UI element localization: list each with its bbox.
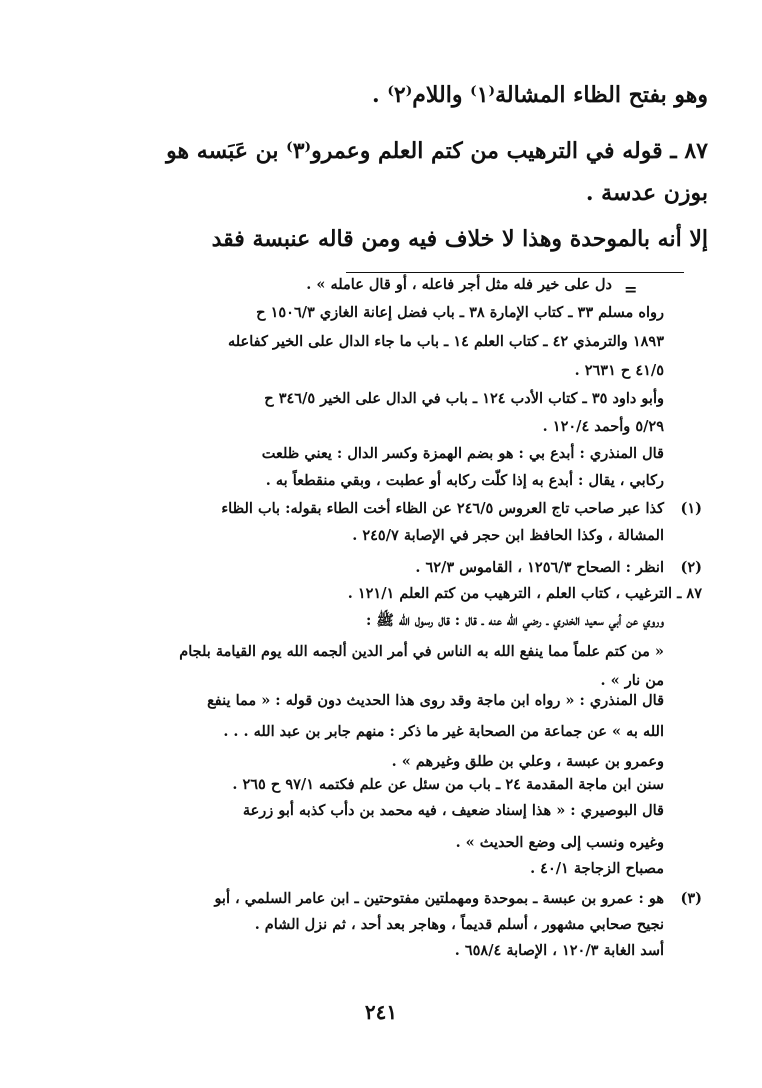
- main-text-line-2: ٨٧ ـ قوله في الترهيب من كتم العلم وعمرو⁽٣⁾ بن عَبَسه هو: [166, 138, 708, 164]
- footnote-line: مصباح الزجاجة ٤٠/١ .: [530, 860, 664, 877]
- footnote-line: رواه مسلم ٣٣ ـ كتاب الإمارة ٣٨ ـ باب فضل إعانة الغازي ١٥٠٦/٣ ح: [256, 304, 664, 321]
- footnote-line: نجيح صحابي مشهور ، أسلم قديماً ، وهاجر بعد أحد ، ثم نزل الشام .: [254, 916, 664, 933]
- footnote-line: انظر : الصحاح ١٢٥٦/٣ ، القاموس ٦٢/٣ .: [415, 559, 664, 576]
- page-number: ٢٤١: [364, 1000, 398, 1024]
- footnote-line: ١٨٩٣ والترمذي ٤٢ ـ كتاب العلم ١٤ ـ باب ما جاء الدال على الخير كفاعله: [227, 333, 664, 350]
- footnote-line: قال المنذري : « رواه ابن ماجة وقد روى هذا الحديث دون قوله : « مما ينفع: [207, 692, 664, 709]
- footnote-line: وأبو داود ٣٥ ـ كتاب الأدب ١٢٤ ـ باب في الدال على الخير ٣٤٦/٥ ح: [264, 390, 664, 407]
- footnote-line: قال المنذري : أبدع بي : هو بضم الهمزة وكسر الدال : يعني ظلعت: [261, 445, 664, 462]
- footnote-line: ٤١/٥ ح ٢٦٣١ .: [574, 362, 664, 379]
- footnote-line: هو : عمرو بن عبسة ـ بموحدة ومهملتين مفتوحتين ـ ابن عامر السلمي ، أبو: [214, 890, 664, 907]
- footnote-line: « من كتم علماً مما ينفع الله به الناس في أمر الدين ألجمه الله يوم القيامة بلجام: [179, 643, 664, 660]
- main-text-line-1: وهو بفتح الظاء المشالة⁽١⁾ واللام⁽٢⁾ .: [372, 82, 708, 108]
- footnote-line: ٨٧ ـ الترغيب ، كتاب العلم ، الترهيب من كتم العلم ١٢١/١ .: [347, 585, 702, 602]
- footnote-line: قال البوصيري : « هذا إسناد ضعيف ، فيه محمد بن دأب كذبه أبو زرعة: [242, 802, 664, 819]
- continuation-mark: =: [624, 280, 638, 299]
- main-text-line-3: بوزن عدسة .: [585, 180, 708, 206]
- footnote-line: سنن ابن ماجة المقدمة ٢٤ ـ باب من سئل عن علم فكتمه ٩٧/١ ح ٢٦٥ .: [232, 776, 664, 793]
- footnote-line: دل على خير فله مثل أجر فاعله ، أو قال عامله » .: [306, 276, 612, 293]
- footnote-number-2: (٢): [680, 559, 702, 576]
- main-text-line-4: إلا أنه بالموحدة وهذا لا خلاف فيه ومن قاله عنبسة فقد: [211, 226, 708, 252]
- footnote-line: وروي عن أبي سعيد الخدري ـ رضي الله عنه ـ قال : قال رسول الله ﷺ :: [365, 612, 664, 629]
- footnote-number-3: (٣): [680, 890, 702, 907]
- footnote-separator: [346, 272, 684, 273]
- footnote-line: الله به » عن جماعة من الصحابة غير ما ذكر : منهم جابر بن عبد الله . . .: [223, 723, 664, 740]
- footnote-line: كذا عبر صاحب تاج العروس ٢٤٦/٥ عن الظاء أخت الطاء بقوله: باب الظاء: [221, 500, 664, 517]
- footnote-line: ركابي ، يقال : أبدع به إذا كلّت ركابه أو عطبت ، وبقي منقطعاً به .: [265, 472, 664, 489]
- footnote-line: وغيره ونسب إلى وضع الحديث » .: [455, 834, 664, 851]
- footnote-line: ٥/٢٩ وأحمد ١٢٠/٤ .: [542, 418, 664, 435]
- footnote-line: وعمرو بن عبسة ، وعلي بن طلق وغيرهم » .: [391, 753, 664, 770]
- footnote-line: أسد الغابة ١٢٠/٣ ، الإصابة ٦٥٨/٤ .: [454, 942, 664, 959]
- footnote-line: المشالة ، وكذا الحافظ ابن حجر في الإصابة ٢٤٥/٧ .: [352, 527, 664, 544]
- footnote-number-1: (١): [680, 500, 702, 517]
- footnote-line: من نار » .: [600, 672, 664, 689]
